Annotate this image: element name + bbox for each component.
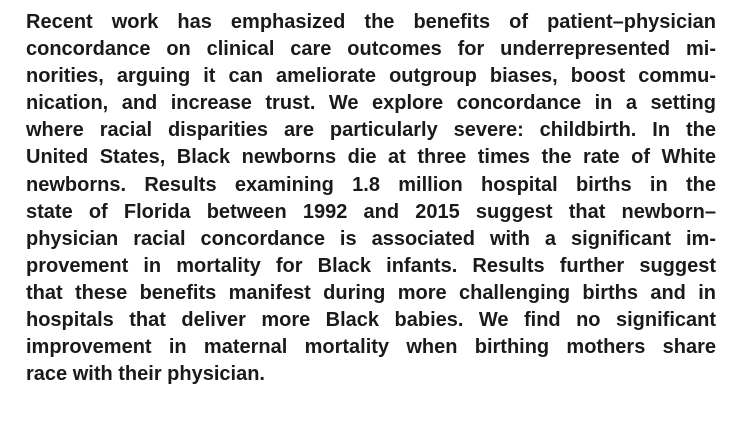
abstract-line: provement in mortality for Black infants. Results further suggest <box>26 254 716 277</box>
abstract-line: state of Florida between 1992 and 2015 suggest that newborn– <box>26 200 716 223</box>
abstract-line: Recent work has emphasized the benefits of patient–physician <box>26 11 716 33</box>
abstract-line: norities, arguing it can ameliorate outgroup biases, boost commu- <box>26 65 716 88</box>
abstract-line: nication, and increase trust. We explore concordance in a setting <box>26 92 716 115</box>
abstract-line: hospitals that deliver more Black babies. We find no significant <box>26 309 716 332</box>
abstract-line: improvement in maternal mortality when birthing mothers share <box>26 336 716 359</box>
abstract-line: concordance on clinical care outcomes for underrepresented mi- <box>26 38 716 61</box>
abstract-line: newborns. Results examining 1.8 million hospital births in the <box>26 173 716 196</box>
abstract-line: physician racial concordance is associated with a significant im- <box>26 227 716 250</box>
abstract-paragraph <box>26 9 716 388</box>
abstract-line: where racial disparities are particularly severe: childbirth. In the <box>26 119 716 142</box>
abstract-line: race with their physician. <box>26 363 265 386</box>
abstract-line: United States, Black newborns die at three times the rate of White <box>26 146 716 169</box>
abstract-line: that these benefits manifest during more challenging births and in <box>26 281 716 304</box>
